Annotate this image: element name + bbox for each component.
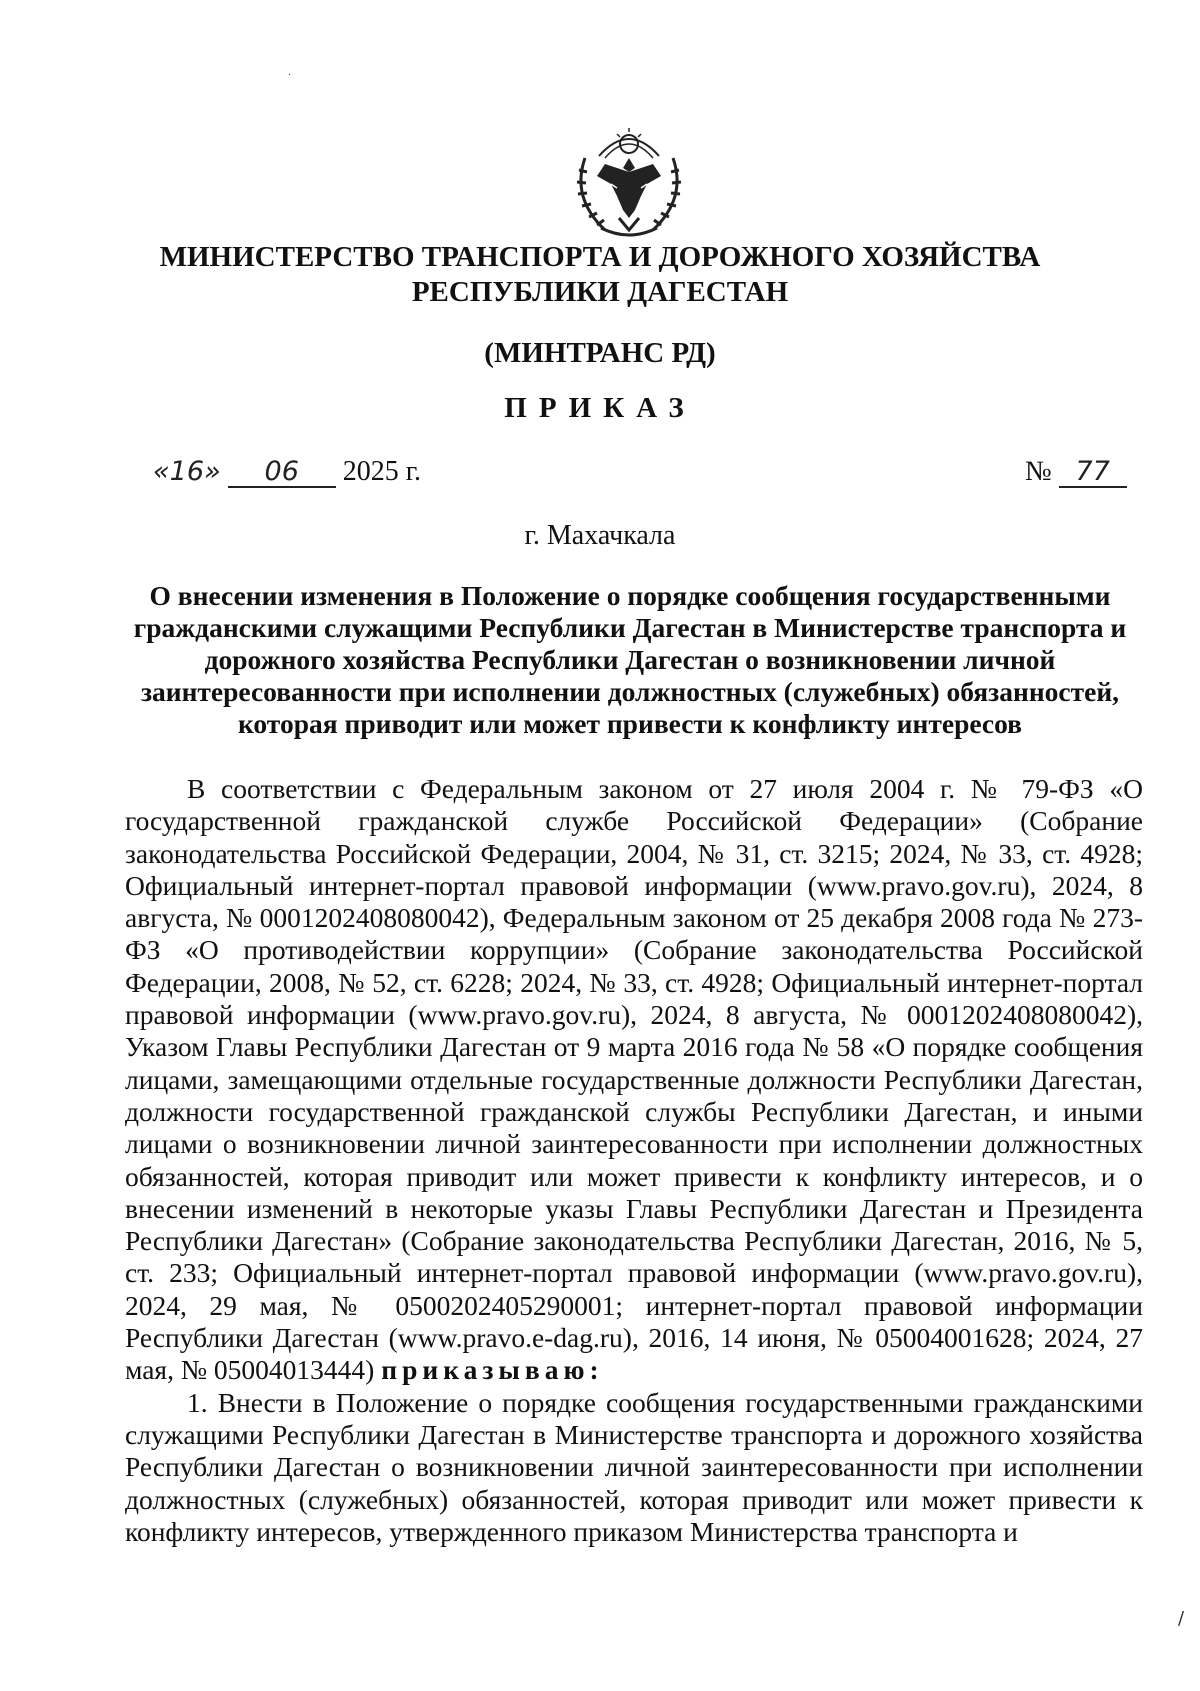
document-type-heading: ПРИКАЗ	[504, 392, 696, 424]
date-day: 16	[169, 456, 205, 487]
dagestan-coat-of-arms-eagle-icon	[565, 118, 693, 246]
paragraph-1-text: В соответствии с Федеральным законом от 27 июля 2004 г. № 79-ФЗ «О государственной гражданской службе Российской Федерации» (Собрание законодательства Российской Федерации, 2004, № 31, ст. 3215; 2024, № 33, ст. 4928; Официальный интернет-портал правовой информации (www.pravo.gov.ru), 2024, 8 августа, № 0001202408080042), Федеральным законом от 25 декабря 2008 года № 273-ФЗ «О противодействии коррупции» (Собрание законодательства Российской Федерации, 2008, № 52, ст. 6228; 2024, № 33, ст. 4928; Официальный интернет-портал правовой информации (www.pravo.gov.ru), 2024, 8 августа, № 0001202408080042), Указом Главы Республики Дагестан от 9 марта 2016 года № 58 «О порядке сообщения лицами, замещающими отдельные государственные должности Республики Дагестан, должности государственной гражданской службы Республики Дагестан, и иными лицами о возникновении личной заинтересованности при исполнении должностных обязанностей, которая приводит или может привести к конфликту интересов, и о внесении изменений в некоторые указы Главы Республики Дагестан и Президента Республики Дагестан» (Собрание законодательства Республики Дагестан, 2016, № 5, ст. 233; Официальный интернет-портал правовой информации (www.pravo.gov.ru), 2024, 29 мая, № 0500202405290001; интернет-портал правовой информации Республики Дагестан (www.pravo.e-dag.ru), 2016, 14 июня, № 05004001628; 2024, 27 мая, № 05004013444)	[125, 773, 1143, 1386]
ministry-short-name: (МИНТРАНС РД)	[484, 337, 716, 369]
date-open-quote: «	[153, 456, 170, 487]
document-date	[153, 456, 421, 488]
number-label: №	[1025, 456, 1052, 487]
ministry-name	[0, 240, 1200, 310]
ministry-line-1: МИНИСТЕРСТВО ТРАНСПОРТА И ДОРОЖНОГО ХОЗЯЙСТВА	[159, 241, 1041, 273]
document-city: г. Махачкала	[524, 520, 676, 551]
date-close-quote: »	[204, 456, 221, 487]
body-paragraph-1	[125, 773, 1143, 1387]
scan-speck: ·	[288, 70, 292, 81]
order-word: приказываю:	[381, 1354, 604, 1386]
date-month: 06	[228, 458, 336, 488]
body-paragraph-2: 1. Внести в Положение о порядке сообщения государственными гражданскими служащими Республики Дагестан в Министерстве транспорта и дорожного хозяйства Республики Дагестан о возникновении личной заинтересованности при исполнении должностных (служебных) обязанностей, которая приводит или может привести к конфликту интересов, утвержденного приказом Министерства транспорта и	[125, 1386, 1143, 1547]
document-number	[1025, 456, 1127, 488]
date-year: 2025 г.	[342, 456, 422, 487]
number-value: 77	[1059, 458, 1127, 488]
document-body	[125, 773, 1143, 1548]
scan-mark: /	[1178, 1608, 1185, 1629]
ministry-line-2: РЕСПУБЛИКИ ДАГЕСТАН	[411, 276, 789, 308]
document-title: О внесении изменения в Положение о порядке сообщения государственными гражданскими служащими Республики Дагестан в Министерстве транспорта и дорожного хозяйства Республики Дагестан о возникновении личной заинтересованности при исполнении должностных (служебных) обязанностей, которая приводит или может привести к конфликту интересов	[133, 580, 1127, 739]
